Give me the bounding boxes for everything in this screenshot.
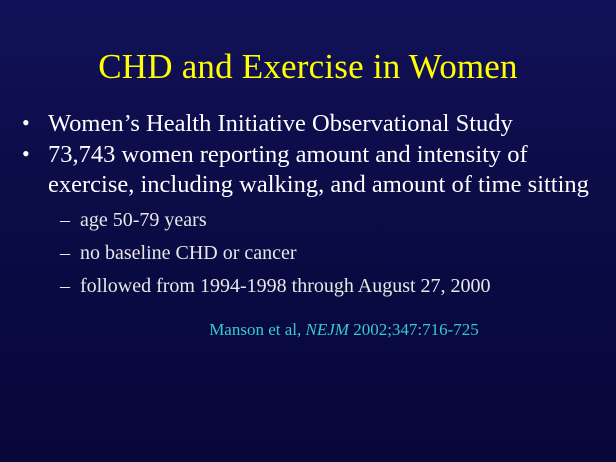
sub-list-item-label: age 50-79 years <box>80 209 207 232</box>
citation-reference: 2002;347:716-725 <box>353 320 479 340</box>
citation-journal: NEJM <box>305 320 349 340</box>
sub-list-item <box>60 241 606 265</box>
citation <box>22 320 606 340</box>
citation-author: Manson et al, <box>209 320 302 340</box>
list-item <box>22 109 606 139</box>
slide-body <box>0 109 616 341</box>
list-item-label: Women’s Health Initiative Observational Study <box>48 109 513 137</box>
page-title: CHD and Exercise in Women <box>98 47 518 86</box>
bullet-marker-icon: • <box>22 141 30 167</box>
sub-list-item-label: followed from 1994-1998 through August 27, 2000 <box>80 275 491 298</box>
sub-list-item <box>60 208 606 232</box>
sub-list-item-label: no baseline CHD or cancer <box>80 242 297 265</box>
bullet-marker-icon: • <box>22 109 30 135</box>
list-item-label: 73,743 women reporting amount and intensity of exercise, including walking, and amount of time sitting <box>48 141 589 199</box>
sub-list-item <box>60 274 606 298</box>
dash-marker-icon: – <box>60 209 70 232</box>
list-item <box>22 140 606 200</box>
dash-marker-icon: – <box>60 275 70 298</box>
dash-marker-icon: – <box>60 242 70 265</box>
sub-list <box>22 208 606 298</box>
